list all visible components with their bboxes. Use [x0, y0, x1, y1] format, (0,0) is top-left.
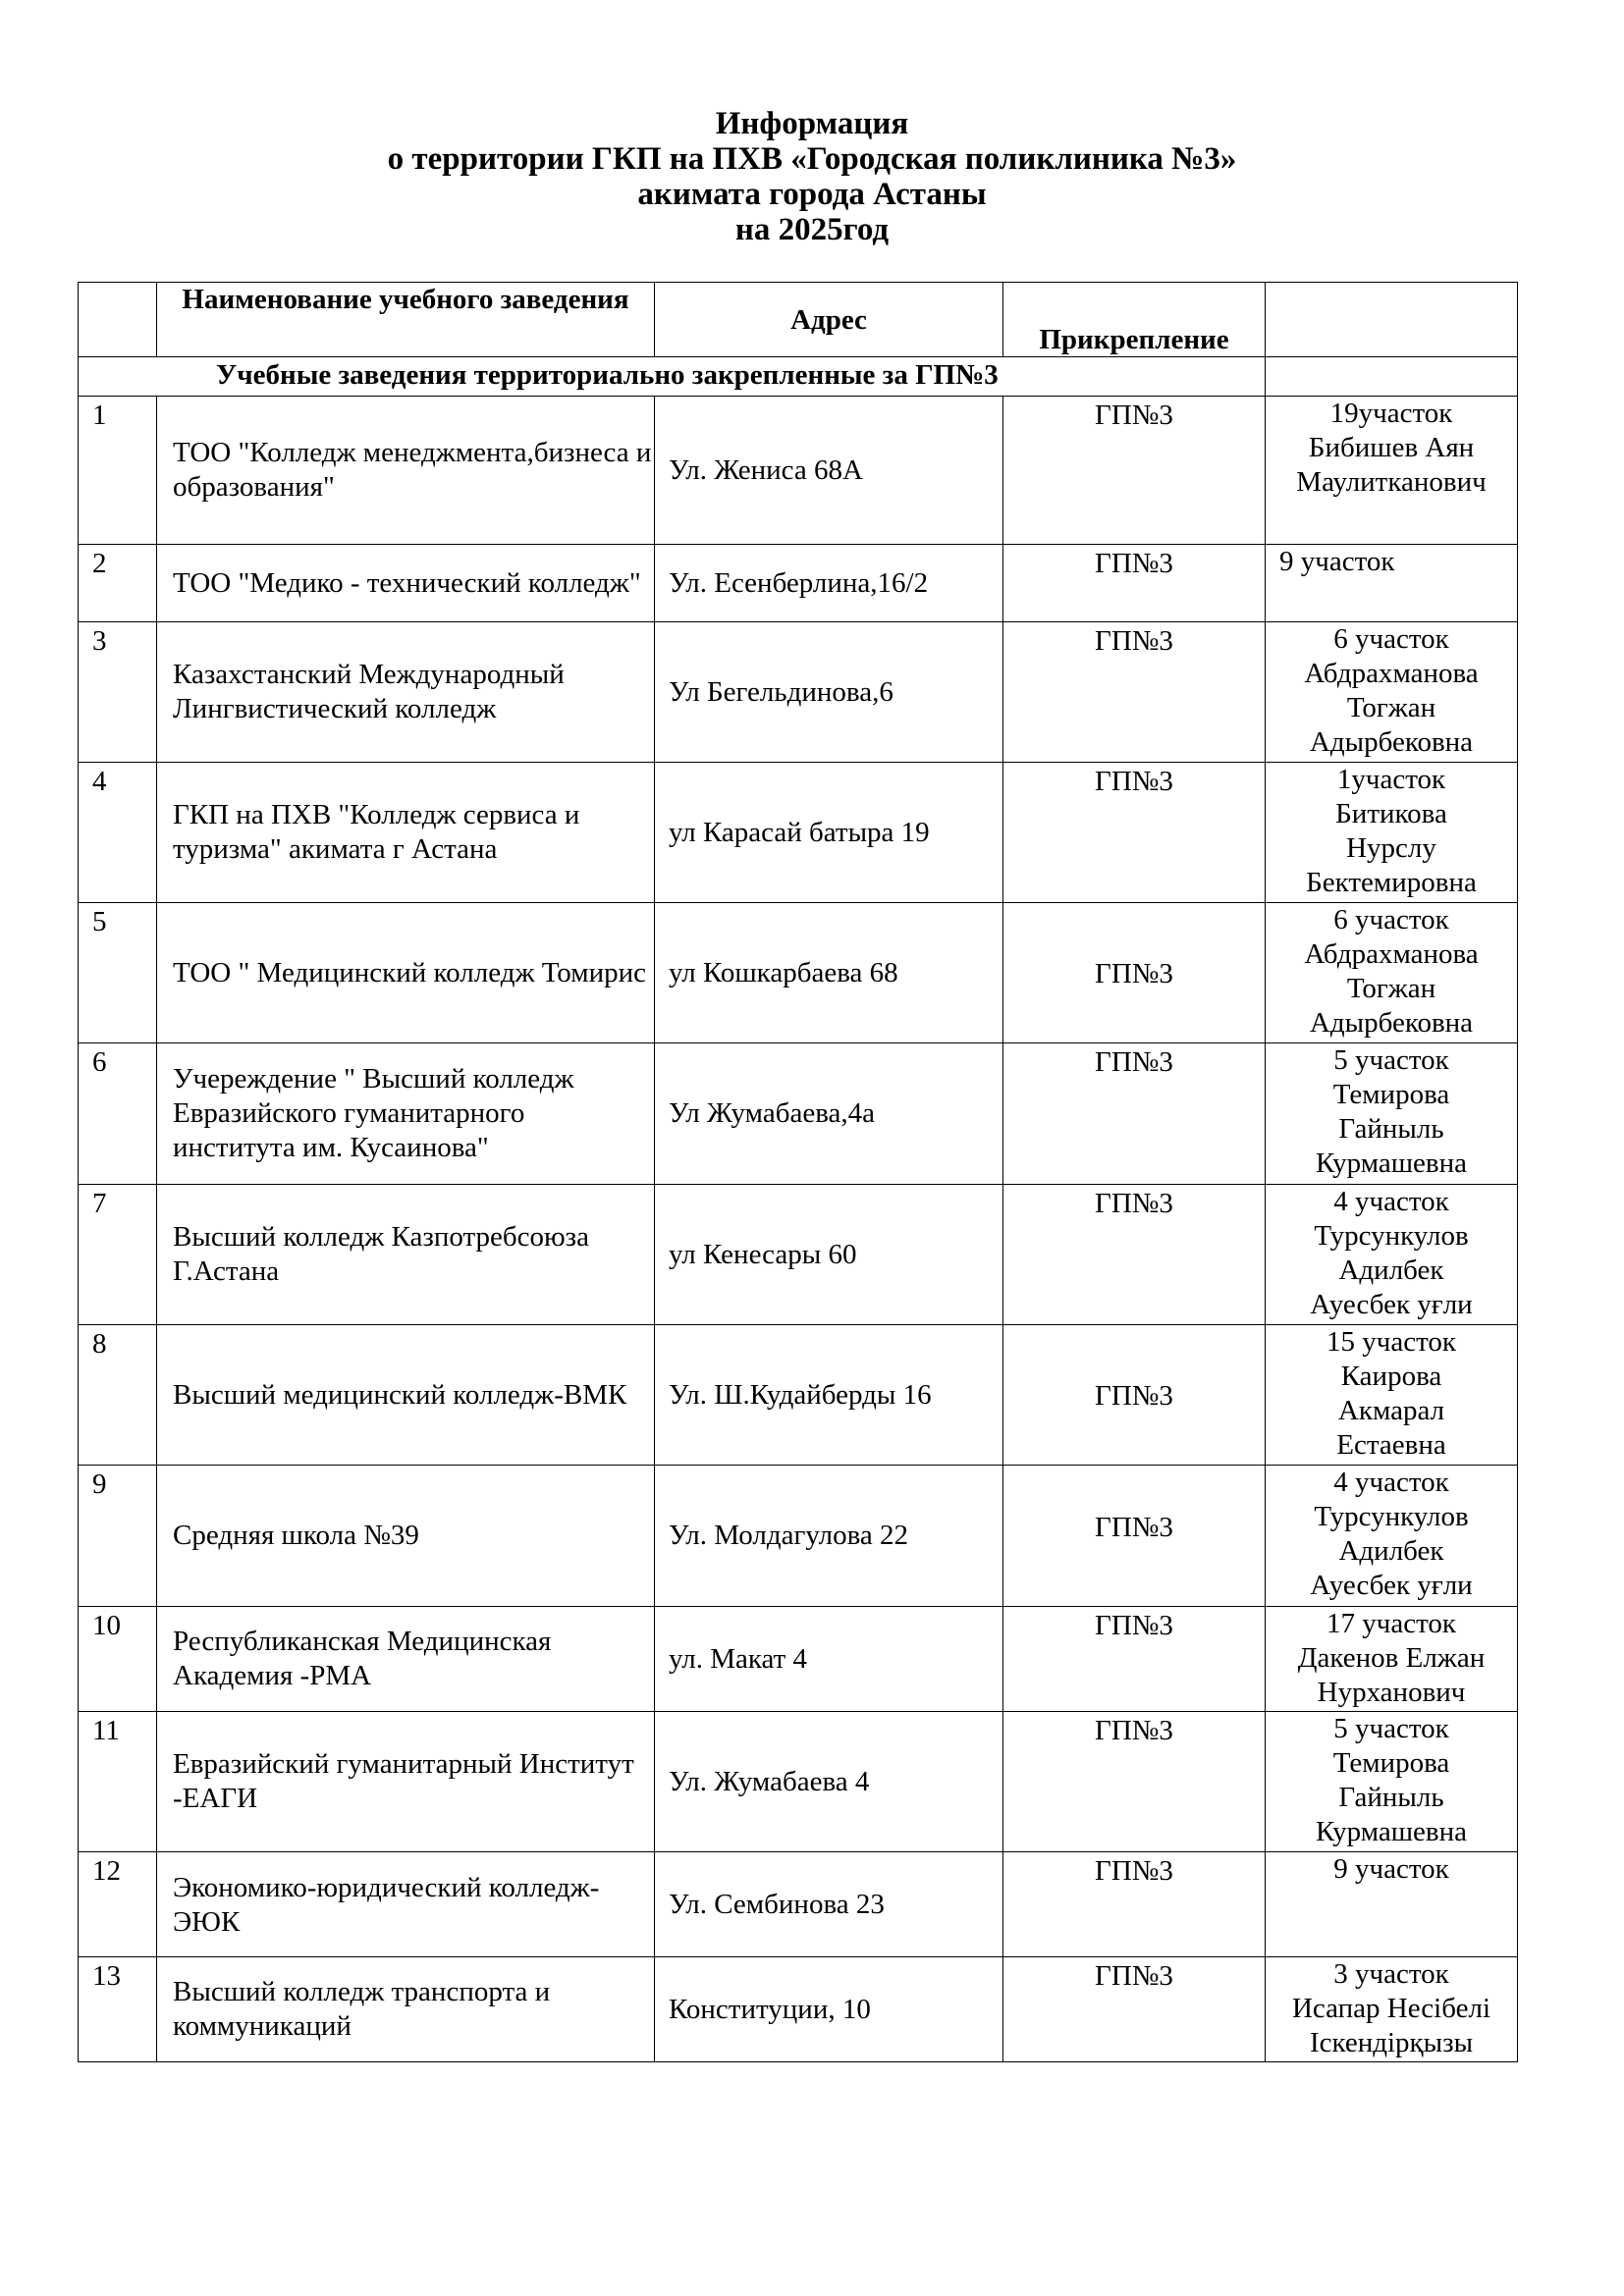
row-number: 1	[79, 397, 157, 545]
district-line: Нурханович	[1317, 1677, 1466, 1708]
table-header-row	[79, 283, 1518, 357]
district-line: 4 участок	[1333, 1467, 1449, 1498]
district-line: Адырбековна	[1309, 726, 1474, 758]
table-row	[79, 903, 1518, 1043]
institution-name: ТОО " Медицинский колледж Томирис	[157, 903, 655, 1043]
row-number: 7	[79, 1185, 157, 1325]
row-number: 5	[79, 903, 157, 1043]
institution-name: ГКП на ПХВ "Колледж сервиса и туризма" акимата г Астана	[157, 763, 655, 903]
district-line: 9 участок	[1333, 1853, 1449, 1885]
institution-name: Высший медицинский колледж-ВМК	[157, 1325, 655, 1466]
title-line-2: о территории ГКП на ПХВ «Городская поликлиника №3»	[387, 141, 1237, 177]
district-line: Каирова	[1340, 1361, 1442, 1392]
district-line: 4 участок	[1333, 1186, 1449, 1217]
title-line-4: на 2025год	[734, 212, 890, 247]
institution-name: ТОО "Медико - технический колледж"	[157, 545, 655, 622]
district-cell	[1266, 397, 1518, 545]
district-cell	[1266, 1607, 1518, 1712]
header-address: Адрес	[655, 283, 1003, 357]
institution-attachment: ГП№3	[1003, 1325, 1266, 1466]
district-line: Темирова	[1332, 1079, 1450, 1110]
table-row	[79, 1712, 1518, 1852]
institution-address: Ул. Сембинова 23	[655, 1852, 1003, 1957]
district-line: 1участок	[1336, 764, 1446, 795]
table-row	[79, 622, 1518, 763]
table-row	[79, 1957, 1518, 2062]
district-cell	[1266, 763, 1518, 903]
row-number: 10	[79, 1607, 157, 1712]
title-line-1: Информация	[715, 106, 909, 141]
header-name: Наименование учебного заведения	[157, 283, 655, 357]
section-title: Учебные заведения территориально закрепленные за ГП№3	[79, 357, 1266, 397]
table-row	[79, 763, 1518, 903]
institution-attachment: ГП№3	[1003, 1185, 1266, 1325]
row-number: 6	[79, 1043, 157, 1185]
row-number: 2	[79, 545, 157, 622]
district-line: Нурслу	[1346, 832, 1436, 864]
district-line: 19участок	[1329, 398, 1453, 429]
district-line: 5 участок	[1333, 1713, 1449, 1744]
institution-address: Ул. Ш.Кудайберды 16	[655, 1325, 1003, 1466]
institution-attachment: ГП№3	[1003, 903, 1266, 1043]
district-line: 15 участок	[1326, 1326, 1456, 1358]
district-line: Тогжан	[1346, 692, 1436, 723]
district-cell	[1266, 1852, 1518, 1957]
institution-attachment: ГП№3	[1003, 545, 1266, 622]
header-number	[79, 283, 157, 357]
district-cell	[1266, 1712, 1518, 1852]
district-line: Абдрахманова	[1304, 938, 1479, 970]
district-line: 6 участок	[1333, 904, 1449, 935]
institution-address: Ул Жумабаева,4а	[655, 1043, 1003, 1185]
row-number: 12	[79, 1852, 157, 1957]
row-number: 8	[79, 1325, 157, 1466]
institution-address: Ул. Жениса 68А	[655, 397, 1003, 545]
table-row	[79, 1466, 1518, 1607]
institution-attachment: ГП№3	[1003, 1043, 1266, 1185]
district-line: Іскендірқызы	[1309, 2027, 1474, 2058]
institution-attachment: ГП№3	[1003, 1712, 1266, 1852]
district-cell	[1266, 903, 1518, 1043]
district-line: Турсункулов	[1314, 1501, 1469, 1532]
district-line: Темирова	[1332, 1747, 1450, 1779]
district-line: Тогжан	[1346, 973, 1436, 1004]
district-line: Битикова	[1335, 798, 1447, 829]
institution-address: Ул. Молдагулова 22	[655, 1466, 1003, 1607]
district-line: Курмашевна	[1315, 1148, 1468, 1179]
district-line: Абдрахманова	[1304, 658, 1479, 689]
district-line: Адилбек	[1338, 1535, 1444, 1567]
institution-name: Казахстанский Международный Лингвистический колледж	[157, 622, 655, 763]
district-cell	[1266, 1185, 1518, 1325]
institution-attachment: ГП№3	[1003, 622, 1266, 763]
district-line: 9 участок	[1279, 546, 1395, 577]
table-row	[79, 545, 1518, 622]
district-line: Исапар Несібелі	[1291, 1993, 1491, 2024]
table-row	[79, 1325, 1518, 1466]
header-attachment: Прикрепление	[1003, 283, 1266, 357]
district-line: Турсункулов	[1314, 1220, 1469, 1252]
table-row	[79, 1185, 1518, 1325]
row-number: 3	[79, 622, 157, 763]
section-row	[79, 357, 1518, 397]
institution-name: Евразийский гуманитарный Институт -ЕАГИ	[157, 1712, 655, 1852]
table-row	[79, 397, 1518, 545]
institution-name: Учереждение " Высший колледж Евразийского гуманитарного института им. Кусаинова"	[157, 1043, 655, 1185]
row-number: 9	[79, 1466, 157, 1607]
title-line-3: акимата города Астаны	[637, 177, 987, 212]
institution-attachment: ГП№3	[1003, 1466, 1266, 1607]
district-cell	[1266, 622, 1518, 763]
district-cell	[1266, 1957, 1518, 2062]
institution-attachment: ГП№3	[1003, 1957, 1266, 2062]
district-line: Курмашевна	[1315, 1816, 1468, 1847]
table-row	[79, 1043, 1518, 1185]
district-line: Адырбековна	[1309, 1007, 1474, 1039]
district-line: 5 участок	[1333, 1044, 1449, 1076]
header-district	[1266, 283, 1518, 357]
institution-address: Ул Бегельдинова,6	[655, 622, 1003, 763]
district-cell	[1266, 1466, 1518, 1607]
district-cell	[1266, 545, 1518, 622]
institution-name: Высший колледж транспорта и коммуникаций	[157, 1957, 655, 2062]
row-number: 11	[79, 1712, 157, 1852]
institution-address: ул Кошкарбаева 68	[655, 903, 1003, 1043]
district-line: 6 участок	[1333, 623, 1449, 655]
district-cell	[1266, 1043, 1518, 1185]
document-title	[0, 106, 1624, 247]
table-row	[79, 1607, 1518, 1712]
district-line: Ауесбек уғли	[1310, 1570, 1473, 1601]
institution-address: ул. Макат 4	[655, 1607, 1003, 1712]
institution-name: ТОО "Колледж менеджмента,бизнеса и образования"	[157, 397, 655, 545]
institution-address: Конституции, 10	[655, 1957, 1003, 2062]
institution-address: ул Карасай батыра 19	[655, 763, 1003, 903]
institutions-table	[78, 282, 1518, 2062]
district-line: Адилбек	[1338, 1255, 1444, 1286]
district-cell	[1266, 1325, 1518, 1466]
district-line: Гайныль	[1338, 1113, 1444, 1145]
institution-attachment: ГП№3	[1003, 1607, 1266, 1712]
institution-attachment: ГП№3	[1003, 763, 1266, 903]
institution-address: Ул. Жумабаева 4	[655, 1712, 1003, 1852]
institution-name: Экономико-юридический колледж- ЭЮК	[157, 1852, 655, 1957]
institution-address: Ул. Есенберлина,16/2	[655, 545, 1003, 622]
institution-name: Средняя школа №39	[157, 1466, 655, 1607]
district-line: Гайныль	[1338, 1782, 1444, 1813]
district-line: 3 участок	[1333, 1958, 1449, 1990]
institution-name: Республиканская Медицинская Академия -РМА	[157, 1607, 655, 1712]
institution-attachment: ГП№3	[1003, 1852, 1266, 1957]
district-line: Естаевна	[1336, 1429, 1446, 1461]
district-line: Акмарал	[1337, 1395, 1445, 1426]
district-line: Бибишев Аян	[1308, 432, 1475, 463]
row-number: 4	[79, 763, 157, 903]
institution-name: Высший колледж Казпотребсоюза Г.Астана	[157, 1185, 655, 1325]
district-line: Дакенов Елжан	[1297, 1642, 1486, 1674]
table-row	[79, 1852, 1518, 1957]
district-line: Ауесбек уғли	[1310, 1289, 1473, 1320]
section-empty-cell	[1266, 357, 1518, 397]
district-line: Маулитканович	[1296, 466, 1487, 498]
institution-address: ул Кенесары 60	[655, 1185, 1003, 1325]
row-number: 13	[79, 1957, 157, 2062]
district-line: 17 участок	[1326, 1608, 1456, 1639]
institution-attachment: ГП№3	[1003, 397, 1266, 545]
district-line: Бектемировна	[1306, 867, 1477, 898]
